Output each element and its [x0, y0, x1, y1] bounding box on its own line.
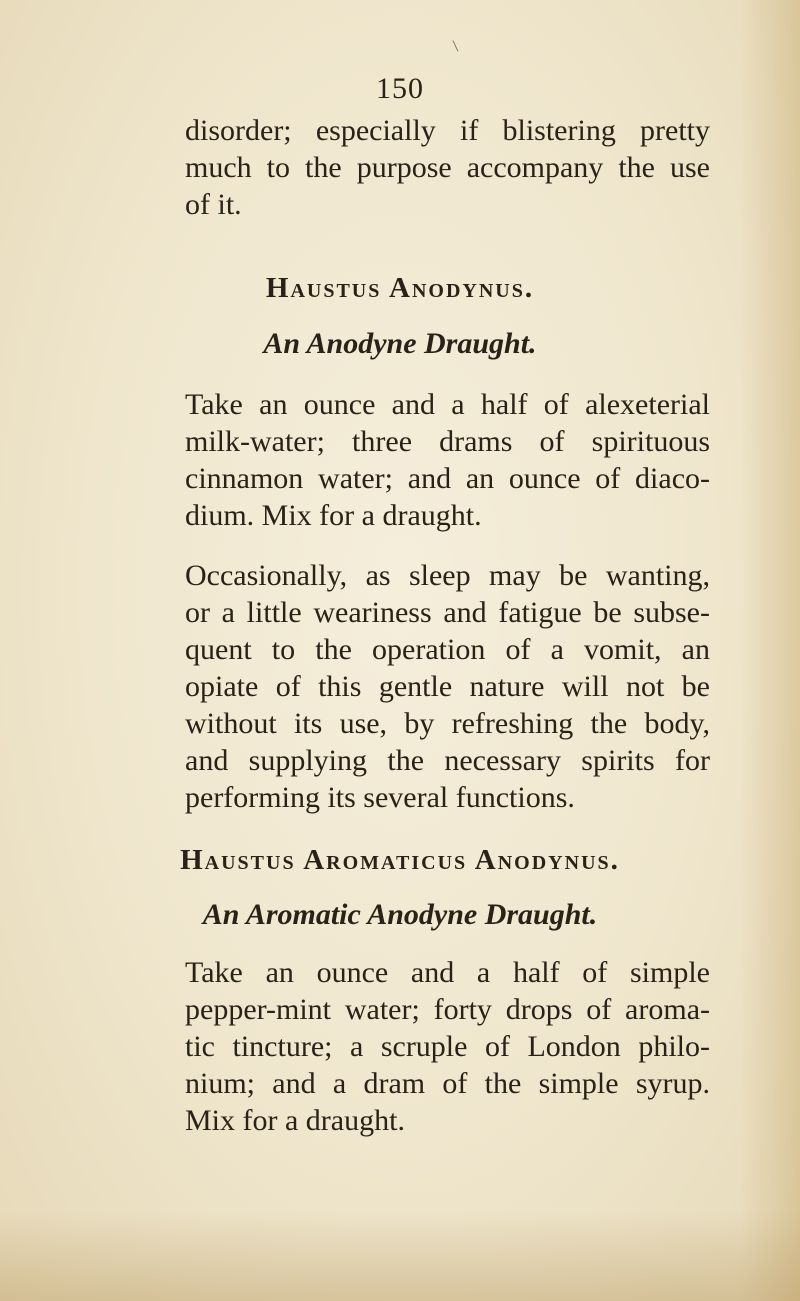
- text-line: quent to the operation of a vomit, an: [185, 633, 710, 666]
- section-subheading-anodyne-draught: An Anodyne Draught.: [263, 327, 537, 360]
- text-line: pepper-mint water; forty drops of aroma-: [185, 993, 710, 1026]
- section-heading-haustus-aromaticus: Haustus Aromaticus Anodynus.: [180, 844, 620, 876]
- page-bottom-shading: [0, 1211, 800, 1301]
- text-line: cinnamon water; and an ounce of diaco-: [185, 462, 710, 495]
- text-line: Mix for a draught.: [185, 1104, 405, 1137]
- text-line: opiate of this gentle nature will not be: [185, 670, 710, 703]
- section-subheading-aromatic-draught: An Aromatic Anodyne Draught.: [202, 898, 598, 931]
- text-line: milk-water; three drams of spirituous: [185, 425, 710, 458]
- text-line: much to the purpose accompany the use: [185, 151, 710, 184]
- text-line: tic tincture; a scruple of London philo-: [185, 1030, 710, 1063]
- recipe-paragraph-aromatic: [185, 954, 710, 1139]
- text-line: performing its several functions.: [185, 781, 575, 814]
- text-line: and supplying the necessary spirits for: [185, 744, 710, 777]
- text-line: nium; and a dram of the simple syrup.: [185, 1067, 710, 1100]
- recipe-paragraph-anodyne: [185, 386, 710, 534]
- section-heading-haustus-anodynus: Haustus Anodynus.: [265, 272, 535, 304]
- page-number: 150: [376, 72, 424, 105]
- text-line: of it.: [185, 188, 242, 221]
- pencil-mark: [453, 40, 459, 51]
- text-line: Occasionally, as sleep may be wanting,: [185, 559, 710, 592]
- intro-paragraph: [185, 112, 710, 223]
- text-line: Take an ounce and a half of alexeterial: [185, 388, 710, 421]
- text-line: dium. Mix for a draught.: [185, 499, 482, 532]
- note-paragraph: [185, 557, 710, 816]
- text-line: or a little weariness and fatigue be subse-: [185, 596, 710, 629]
- page-edge-shading: [740, 0, 800, 1301]
- text-line: without its use, by refreshing the body,: [185, 707, 710, 740]
- text-line: Take an ounce and a half of simple: [185, 956, 710, 989]
- text-line: disorder; especially if blistering pretty: [185, 114, 710, 147]
